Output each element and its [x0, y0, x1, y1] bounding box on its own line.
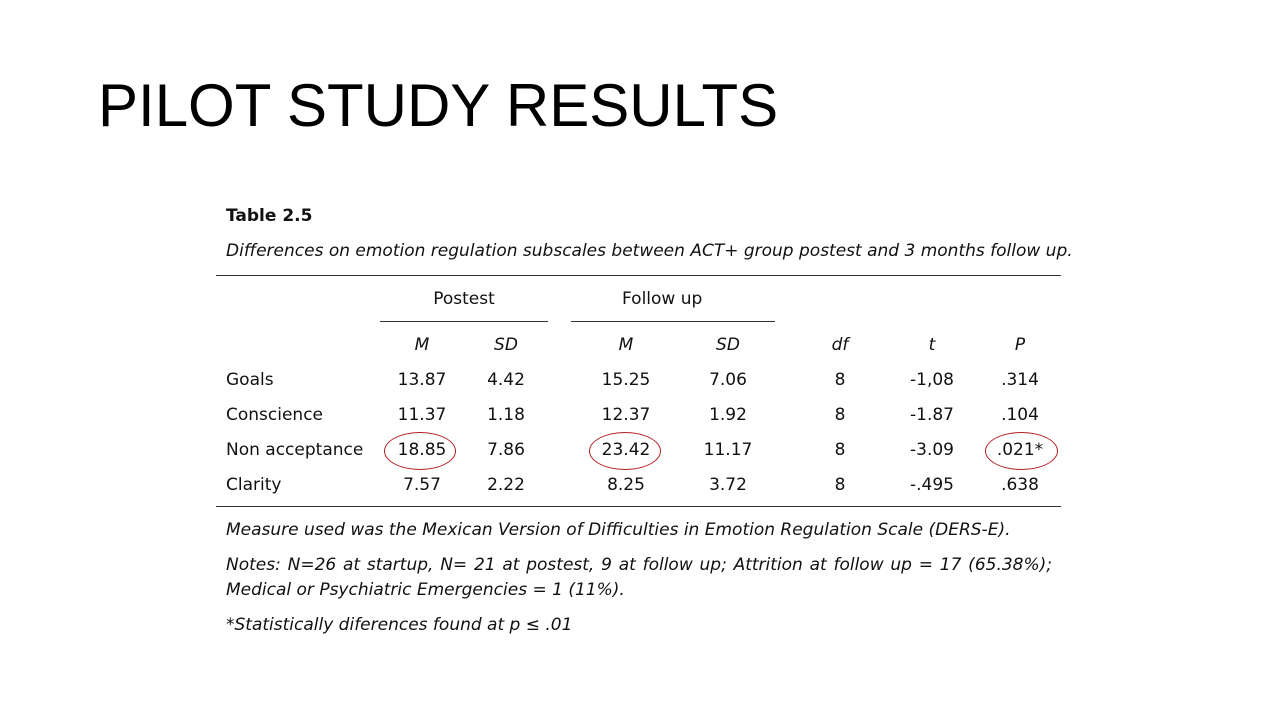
- row-label: Conscience: [226, 405, 324, 425]
- col-p: P: [1014, 335, 1026, 355]
- cell: 8: [834, 370, 846, 390]
- cell: 8: [834, 475, 846, 495]
- group-header-followup: Follow up: [622, 289, 703, 309]
- slide-title: PILOT STUDY RESULTS: [98, 72, 779, 139]
- table-label: Table 2.5: [226, 206, 313, 226]
- cell: 8.25: [607, 475, 645, 495]
- highlight-circle-followup-m: [589, 432, 661, 470]
- highlight-circle-postest-m: [384, 432, 456, 470]
- cell: 7.86: [487, 440, 525, 460]
- cell: .638: [1001, 475, 1039, 495]
- col-followup-m: M: [618, 335, 634, 355]
- cell: 8: [834, 440, 846, 460]
- row-label: Clarity: [226, 475, 282, 495]
- cell: 2.22: [487, 475, 525, 495]
- row-label: Non acceptance: [226, 440, 364, 460]
- cell: 15.25: [601, 370, 651, 390]
- cell: 1.92: [709, 405, 747, 425]
- group-header-postest: Postest: [433, 289, 495, 309]
- col-postest-m: M: [414, 335, 430, 355]
- table-caption: Differences on emotion regulation subscales between ACT+ group postest and 3 months follow up.: [226, 241, 1073, 261]
- cell: 11.17: [703, 440, 753, 460]
- cell: -3.09: [910, 440, 954, 460]
- table-top-rule: [216, 275, 1061, 276]
- col-df: df: [831, 335, 849, 355]
- cell: -1,08: [910, 370, 954, 390]
- cell: 12.37: [601, 405, 651, 425]
- followup-underline: [571, 321, 775, 322]
- cell: .104: [1001, 405, 1039, 425]
- cell: 13.87: [397, 370, 447, 390]
- cell: -.495: [910, 475, 954, 495]
- cell: 11.37: [397, 405, 447, 425]
- cell: .314: [1001, 370, 1039, 390]
- sample-note: Notes: N=26 at startup, N= 21 at postest, 9 at follow up; Attrition at follow up = 17 (65.38%); Medical or Psychiatric Emergencies = 1 (11%).: [226, 555, 1052, 600]
- cell: 7.57: [403, 475, 441, 495]
- cell: 8: [834, 405, 846, 425]
- cell: -1.87: [910, 405, 954, 425]
- cell: 4.42: [487, 370, 525, 390]
- highlight-circle-p-value: [985, 432, 1058, 470]
- cell: 18.85: [397, 440, 447, 460]
- cell: 7.06: [709, 370, 747, 390]
- col-followup-sd: SD: [716, 335, 740, 355]
- col-t: t: [928, 335, 936, 355]
- table-bottom-rule: [216, 506, 1061, 507]
- row-label: Goals: [226, 370, 274, 390]
- cell: 1.18: [487, 405, 525, 425]
- postest-underline: [380, 321, 548, 322]
- significance-note: *Statistically diferences found at p ≤ .01: [226, 615, 573, 635]
- measure-note: Measure used was the Mexican Version of Difficulties in Emotion Regulation Scale (DERS-E).: [226, 520, 1011, 540]
- cell: .021*: [996, 440, 1044, 460]
- cell: 3.72: [709, 475, 747, 495]
- col-postest-sd: SD: [494, 335, 518, 355]
- cell: 23.42: [601, 440, 651, 460]
